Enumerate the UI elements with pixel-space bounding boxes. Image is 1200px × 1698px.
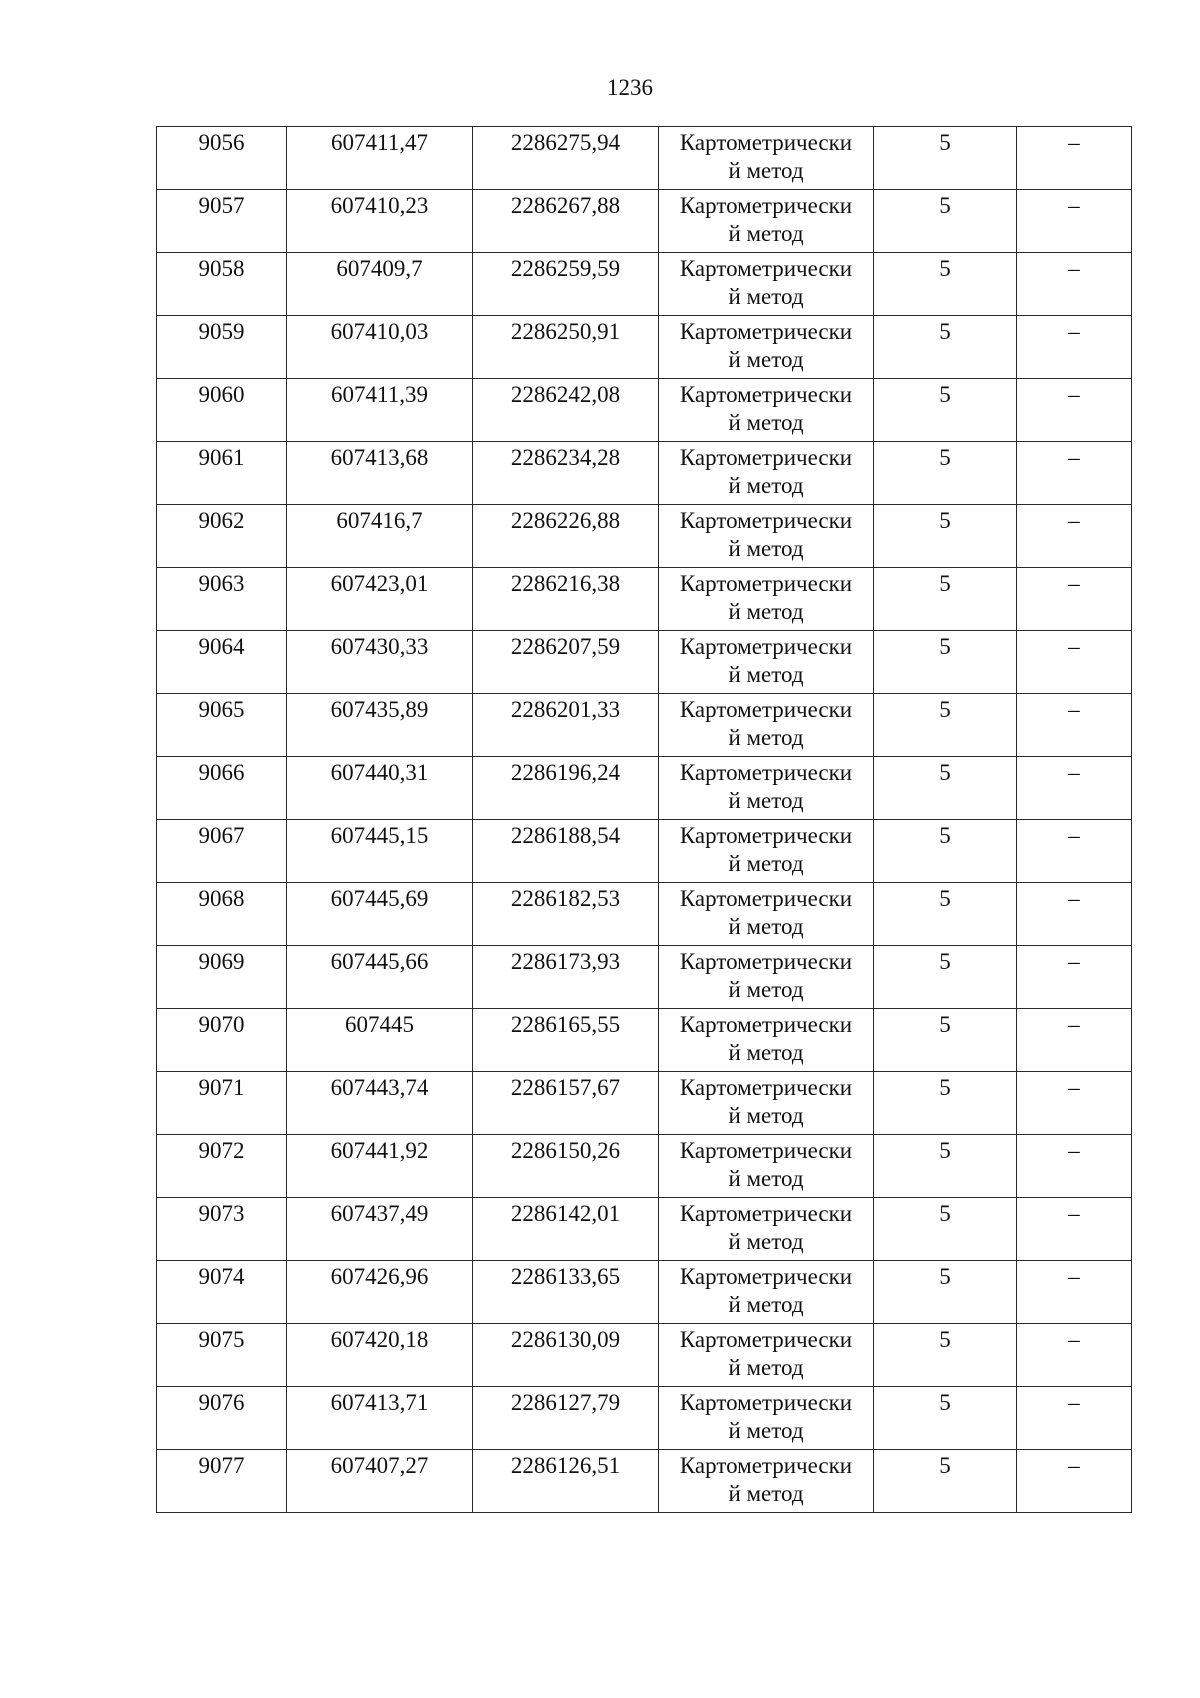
point-number-cell: 9062 <box>157 505 287 568</box>
x-coordinate-cell: 607410,03 <box>287 316 473 379</box>
coordinates-table-body <box>157 127 1132 1513</box>
table-row <box>157 1387 1132 1450</box>
y-coordinate-cell: 2286142,01 <box>473 1198 659 1261</box>
table-row <box>157 1009 1132 1072</box>
method-cell <box>659 883 874 946</box>
x-coordinate-cell: 607413,71 <box>287 1387 473 1450</box>
table-row <box>157 568 1132 631</box>
accuracy-cell: 5 <box>874 1450 1017 1513</box>
method-cell <box>659 1387 874 1450</box>
x-coordinate-cell: 607445,15 <box>287 820 473 883</box>
method-cell <box>659 568 874 631</box>
table-row <box>157 316 1132 379</box>
y-coordinate-cell: 2286196,24 <box>473 757 659 820</box>
table-row <box>157 1261 1132 1324</box>
method-cell <box>659 1135 874 1198</box>
method-line-1: Картометрически <box>679 1264 853 1289</box>
point-number-cell: 9076 <box>157 1387 287 1450</box>
method-line-2: й метод <box>728 662 804 687</box>
method-cell <box>659 820 874 883</box>
accuracy-cell: 5 <box>874 442 1017 505</box>
method-cell <box>659 946 874 1009</box>
point-number-cell: 9073 <box>157 1198 287 1261</box>
method-cell <box>659 1072 874 1135</box>
method-line-2: й метод <box>728 1481 804 1506</box>
note-cell: – <box>1017 946 1132 1009</box>
method-line-1: Картометрически <box>679 319 853 344</box>
x-coordinate-cell: 607413,68 <box>287 442 473 505</box>
y-coordinate-cell: 2286173,93 <box>473 946 659 1009</box>
point-number-cell: 9059 <box>157 316 287 379</box>
note-cell: – <box>1017 1324 1132 1387</box>
method-line-1: Картометрически <box>679 1138 853 1163</box>
point-number-cell: 9077 <box>157 1450 287 1513</box>
note-cell: – <box>1017 127 1132 190</box>
method-line-1: Картометрически <box>679 1075 853 1100</box>
method-cell <box>659 1261 874 1324</box>
x-coordinate-cell: 607443,74 <box>287 1072 473 1135</box>
table-row <box>157 505 1132 568</box>
method-line-2: й метод <box>728 1040 804 1065</box>
point-number-cell: 9061 <box>157 442 287 505</box>
accuracy-cell: 5 <box>874 946 1017 1009</box>
method-line-1: Картометрически <box>679 445 853 470</box>
y-coordinate-cell: 2286275,94 <box>473 127 659 190</box>
note-cell: – <box>1017 694 1132 757</box>
x-coordinate-cell: 607416,7 <box>287 505 473 568</box>
method-cell <box>659 1009 874 1072</box>
point-number-cell: 9058 <box>157 253 287 316</box>
y-coordinate-cell: 2286234,28 <box>473 442 659 505</box>
y-coordinate-cell: 2286242,08 <box>473 379 659 442</box>
method-line-2: й метод <box>728 914 804 939</box>
note-cell: – <box>1017 1387 1132 1450</box>
method-line-1: Картометрически <box>679 1201 853 1226</box>
note-cell: – <box>1017 253 1132 316</box>
method-line-1: Картометрически <box>679 130 853 155</box>
method-cell <box>659 316 874 379</box>
y-coordinate-cell: 2286259,59 <box>473 253 659 316</box>
x-coordinate-cell: 607410,23 <box>287 190 473 253</box>
accuracy-cell: 5 <box>874 127 1017 190</box>
method-line-2: й метод <box>728 473 804 498</box>
method-line-2: й метод <box>728 1355 804 1380</box>
y-coordinate-cell: 2286130,09 <box>473 1324 659 1387</box>
method-line-1: Картометрически <box>679 886 853 911</box>
table-row <box>157 1450 1132 1513</box>
note-cell: – <box>1017 883 1132 946</box>
accuracy-cell: 5 <box>874 379 1017 442</box>
accuracy-cell: 5 <box>874 883 1017 946</box>
table-row <box>157 1072 1132 1135</box>
note-cell: – <box>1017 190 1132 253</box>
point-number-cell: 9056 <box>157 127 287 190</box>
method-line-1: Картометрически <box>679 382 853 407</box>
note-cell: – <box>1017 820 1132 883</box>
method-line-1: Картометрически <box>679 697 853 722</box>
accuracy-cell: 5 <box>874 631 1017 694</box>
method-line-2: й метод <box>728 158 804 183</box>
table-row <box>157 757 1132 820</box>
note-cell: – <box>1017 1009 1132 1072</box>
note-cell: – <box>1017 1198 1132 1261</box>
accuracy-cell: 5 <box>874 253 1017 316</box>
accuracy-cell: 5 <box>874 757 1017 820</box>
method-line-2: й метод <box>728 599 804 624</box>
method-line-2: й метод <box>728 1418 804 1443</box>
y-coordinate-cell: 2286188,54 <box>473 820 659 883</box>
accuracy-cell: 5 <box>874 820 1017 883</box>
y-coordinate-cell: 2286226,88 <box>473 505 659 568</box>
method-line-2: й метод <box>728 536 804 561</box>
note-cell: – <box>1017 757 1132 820</box>
note-cell: – <box>1017 568 1132 631</box>
coordinates-table <box>156 126 1132 1513</box>
method-line-1: Картометрически <box>679 949 853 974</box>
method-line-2: й метод <box>728 725 804 750</box>
y-coordinate-cell: 2286250,91 <box>473 316 659 379</box>
table-row <box>157 253 1132 316</box>
point-number-cell: 9075 <box>157 1324 287 1387</box>
accuracy-cell: 5 <box>874 1072 1017 1135</box>
method-line-1: Картометрически <box>679 256 853 281</box>
accuracy-cell: 5 <box>874 1324 1017 1387</box>
method-cell <box>659 1324 874 1387</box>
method-cell <box>659 694 874 757</box>
x-coordinate-cell: 607411,47 <box>287 127 473 190</box>
method-line-1: Картометрически <box>679 823 853 848</box>
x-coordinate-cell: 607411,39 <box>287 379 473 442</box>
y-coordinate-cell: 2286127,79 <box>473 1387 659 1450</box>
x-coordinate-cell: 607426,96 <box>287 1261 473 1324</box>
method-line-1: Картометрически <box>679 1012 853 1037</box>
x-coordinate-cell: 607435,89 <box>287 694 473 757</box>
point-number-cell: 9069 <box>157 946 287 1009</box>
x-coordinate-cell: 607437,49 <box>287 1198 473 1261</box>
y-coordinate-cell: 2286157,67 <box>473 1072 659 1135</box>
method-cell <box>659 757 874 820</box>
method-line-1: Картометрически <box>679 571 853 596</box>
method-line-2: й метод <box>728 788 804 813</box>
x-coordinate-cell: 607440,31 <box>287 757 473 820</box>
method-cell <box>659 253 874 316</box>
point-number-cell: 9067 <box>157 820 287 883</box>
note-cell: – <box>1017 442 1132 505</box>
method-line-1: Картометрически <box>679 193 853 218</box>
point-number-cell: 9066 <box>157 757 287 820</box>
accuracy-cell: 5 <box>874 1135 1017 1198</box>
y-coordinate-cell: 2286165,55 <box>473 1009 659 1072</box>
note-cell: – <box>1017 379 1132 442</box>
note-cell: – <box>1017 631 1132 694</box>
point-number-cell: 9065 <box>157 694 287 757</box>
method-line-1: Картометрически <box>679 1390 853 1415</box>
table-row <box>157 883 1132 946</box>
point-number-cell: 9064 <box>157 631 287 694</box>
table-row <box>157 820 1132 883</box>
point-number-cell: 9072 <box>157 1135 287 1198</box>
table-row <box>157 442 1132 505</box>
method-cell <box>659 1198 874 1261</box>
x-coordinate-cell: 607430,33 <box>287 631 473 694</box>
table-row <box>157 694 1132 757</box>
point-number-cell: 9060 <box>157 379 287 442</box>
y-coordinate-cell: 2286133,65 <box>473 1261 659 1324</box>
method-line-2: й метод <box>728 1229 804 1254</box>
table-row <box>157 379 1132 442</box>
y-coordinate-cell: 2286216,38 <box>473 568 659 631</box>
note-cell: – <box>1017 1261 1132 1324</box>
method-line-2: й метод <box>728 1103 804 1128</box>
point-number-cell: 9070 <box>157 1009 287 1072</box>
accuracy-cell: 5 <box>874 190 1017 253</box>
accuracy-cell: 5 <box>874 505 1017 568</box>
method-cell <box>659 442 874 505</box>
table-row <box>157 127 1132 190</box>
x-coordinate-cell: 607445,66 <box>287 946 473 1009</box>
accuracy-cell: 5 <box>874 1009 1017 1072</box>
page-number: 1236 <box>607 75 653 100</box>
table-row <box>157 1324 1132 1387</box>
method-line-1: Картометрически <box>679 1453 853 1478</box>
method-cell <box>659 127 874 190</box>
x-coordinate-cell: 607445,69 <box>287 883 473 946</box>
point-number-cell: 9074 <box>157 1261 287 1324</box>
point-number-cell: 9063 <box>157 568 287 631</box>
y-coordinate-cell: 2286150,26 <box>473 1135 659 1198</box>
accuracy-cell: 5 <box>874 1387 1017 1450</box>
method-line-2: й метод <box>728 347 804 372</box>
note-cell: – <box>1017 505 1132 568</box>
table-row <box>157 190 1132 253</box>
method-line-1: Картометрически <box>679 760 853 785</box>
accuracy-cell: 5 <box>874 1198 1017 1261</box>
method-cell <box>659 379 874 442</box>
note-cell: – <box>1017 1072 1132 1135</box>
accuracy-cell: 5 <box>874 694 1017 757</box>
table-row <box>157 1135 1132 1198</box>
x-coordinate-cell: 607445 <box>287 1009 473 1072</box>
accuracy-cell: 5 <box>874 316 1017 379</box>
point-number-cell: 9057 <box>157 190 287 253</box>
method-line-2: й метод <box>728 977 804 1002</box>
method-line-1: Картометрически <box>679 1327 853 1352</box>
y-coordinate-cell: 2286267,88 <box>473 190 659 253</box>
method-line-2: й метод <box>728 851 804 876</box>
x-coordinate-cell: 607441,92 <box>287 1135 473 1198</box>
method-line-2: й метод <box>728 221 804 246</box>
table-row <box>157 1198 1132 1261</box>
method-cell <box>659 631 874 694</box>
method-line-2: й метод <box>728 1166 804 1191</box>
method-line-1: Картометрически <box>679 634 853 659</box>
x-coordinate-cell: 607420,18 <box>287 1324 473 1387</box>
y-coordinate-cell: 2286201,33 <box>473 694 659 757</box>
y-coordinate-cell: 2286207,59 <box>473 631 659 694</box>
method-cell <box>659 1450 874 1513</box>
table-row <box>157 631 1132 694</box>
point-number-cell: 9071 <box>157 1072 287 1135</box>
method-cell <box>659 505 874 568</box>
method-line-2: й метод <box>728 1292 804 1317</box>
method-line-2: й метод <box>728 410 804 435</box>
point-number-cell: 9068 <box>157 883 287 946</box>
note-cell: – <box>1017 316 1132 379</box>
y-coordinate-cell: 2286126,51 <box>473 1450 659 1513</box>
x-coordinate-cell: 607407,27 <box>287 1450 473 1513</box>
table-row <box>157 946 1132 1009</box>
accuracy-cell: 5 <box>874 1261 1017 1324</box>
note-cell: – <box>1017 1135 1132 1198</box>
method-line-2: й метод <box>728 284 804 309</box>
x-coordinate-cell: 607409,7 <box>287 253 473 316</box>
method-line-1: Картометрически <box>679 508 853 533</box>
y-coordinate-cell: 2286182,53 <box>473 883 659 946</box>
method-cell <box>659 190 874 253</box>
note-cell: – <box>1017 1450 1132 1513</box>
x-coordinate-cell: 607423,01 <box>287 568 473 631</box>
accuracy-cell: 5 <box>874 568 1017 631</box>
